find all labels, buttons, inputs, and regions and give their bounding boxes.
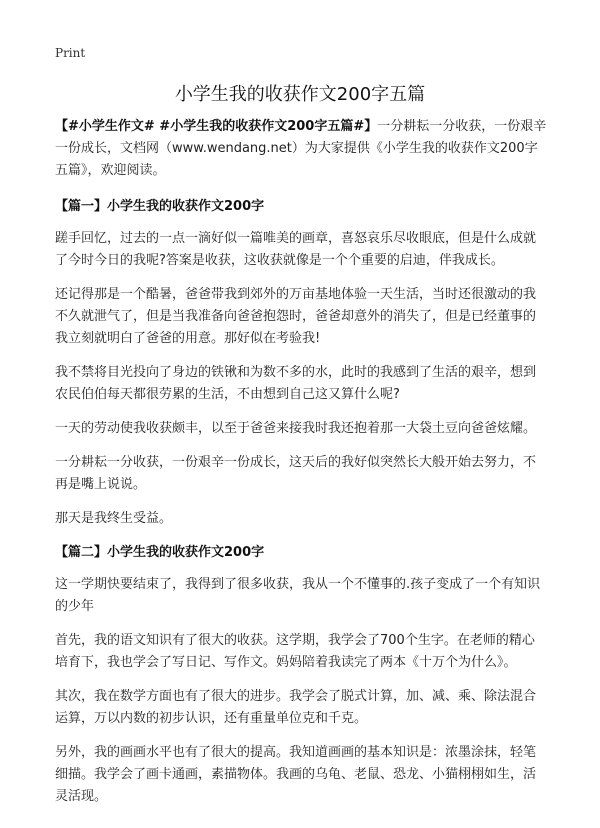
document-title: 小学生我的收获作文200字五篇 [174,84,426,105]
intro-tag: 【#小学生作文# #小学生我的收获作文200字五篇#】 [55,119,378,134]
paragraph: 首先，我的语文知识有了很大的收获。这学期，我学会了700个生字。在老师的精心培育下，我也学会了写日记、写作文。妈妈陪着我读完了两本《十万个为什么》。 [55,633,535,670]
document-body [55,116,547,820]
section-1 [55,196,547,530]
intro-paragraph [55,116,547,182]
section-heading: 【篇二】小学生我的收获作文200字 [55,545,265,560]
print-label: Print [55,46,86,60]
paragraph: 还记得那是一个酷暑，爸爸带我到郊外的万亩基地体验一天生活，当时还很激动的我不久就泄气了，但是当我准备向爸爸抱怨时，爸爸却意外的消失了，但是已经董事的我立刻就明白了爸爸的用意。那好似在考验我! [55,287,537,346]
paragraph: 那天是我终生受益。 [55,511,173,526]
paragraph: 另外，我的画画水平也有了很大的提高。我知道画画的基本知识是：浓墨涂抹，轻笔细描。我学会了画卡通画，素描物体。我画的乌龟、老鼠、恐龙、小猫栩栩如生，活灵活现。 [55,745,537,804]
section-2 [55,542,547,808]
paragraph: 其次，我在数学方面也有了很大的进步。我学会了脱式计算，加、减、乘、除法混合运算，万以内数的初步认识，还有重量单位克和千克。 [55,689,537,726]
paragraph: 这一学期快要结束了，我得到了很多收获，我从一个不懂事的.孩子变成了一个有知识的少年 [55,577,541,614]
paragraph: 蹉手回忆，过去的一点一滴好似一篇唯美的画章，喜怒哀乐尽收眼底，但是什么成就了今时今日的我呢?答案是收获，这收获就像是一个个重要的启迪，伴我成长。 [55,231,537,268]
paragraph: 一天的劳动使我收获颇丰，以至于爸爸来接我时我还抱着那一大袋土豆向爸爸炫耀。 [55,421,537,436]
section-heading: 【篇一】小学生我的收获作文200字 [55,199,265,214]
intro-text: 一分耕耘一分收获，一份艰辛一份成长，文档网（www.wendang.net）为大家提供《小学生我的收获作文200字五篇》，欢迎阅读。 [55,119,547,178]
paragraph: 一分耕耘一分收获，一份艰辛一份成长，这天后的我好似突然长大般开始去努力，不再是嘴上说说。 [55,455,537,492]
paragraph: 我不禁将目光投向了身边的铁锹和为数不多的水，此时的我感到了生活的艰辛，想到农民伯伯每天都很劳累的生活，不由想到自己这又算什么呢? [55,365,537,402]
